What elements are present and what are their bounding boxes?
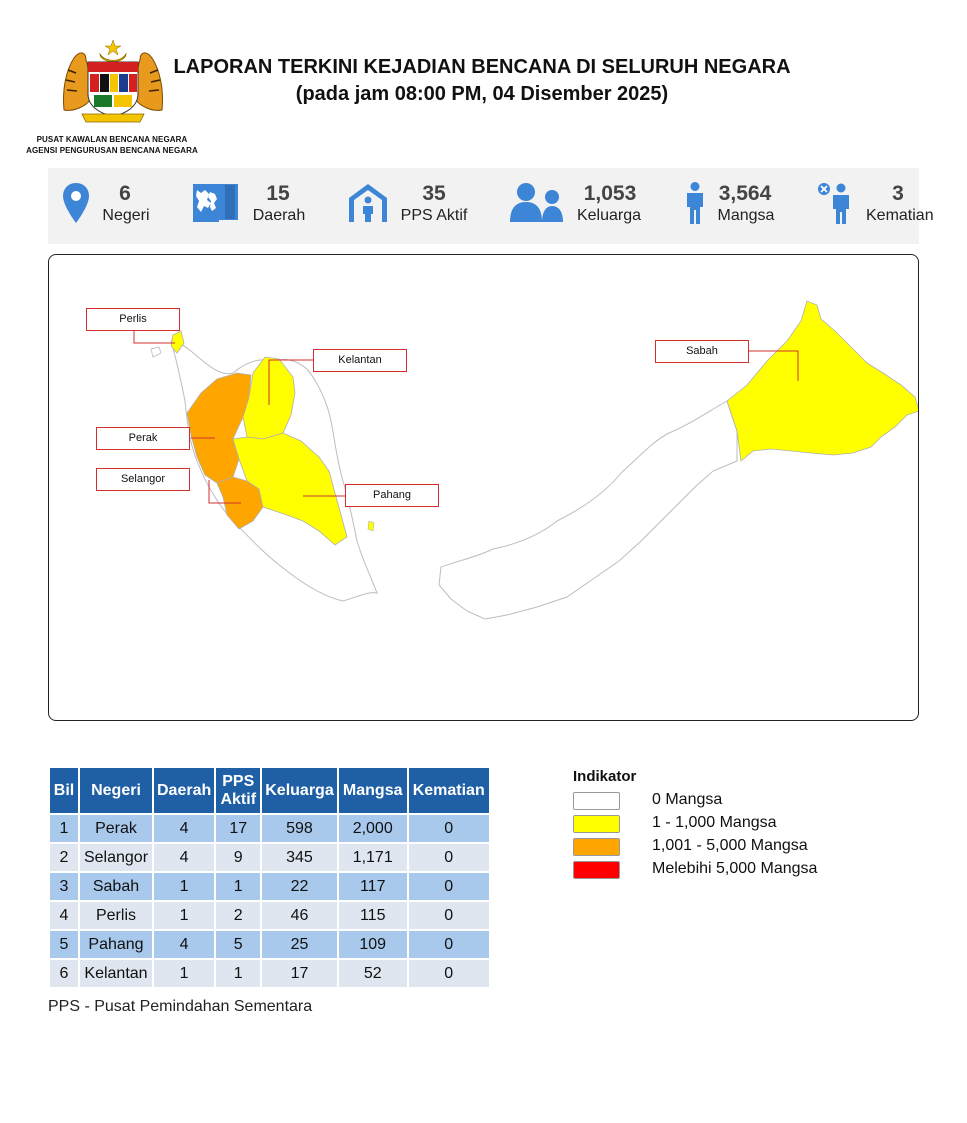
map-borneo-base xyxy=(439,401,737,619)
stat-negeri-value: 6 xyxy=(119,182,131,205)
column-header-kematian: Kematian xyxy=(409,768,489,813)
stat-keluarga-label: Keluarga xyxy=(576,207,642,224)
table-cell: 46 xyxy=(262,902,336,929)
column-header-keluarga: Keluarga xyxy=(262,768,336,813)
disaster-map xyxy=(48,254,919,721)
table-cell: 1 xyxy=(154,873,214,900)
stat-mangsa-label: Mangsa xyxy=(717,207,775,224)
table-header-row xyxy=(50,768,489,813)
callout-selangor: Selangor xyxy=(96,468,190,491)
table-cell: 0 xyxy=(409,873,489,900)
footnote: PPS - Pusat Pemindahan Sementara xyxy=(48,998,313,1015)
legend-label: 0 Mangsa xyxy=(652,791,723,808)
table-cell: 9 xyxy=(216,844,260,871)
table-cell: 0 xyxy=(409,815,489,842)
stat-pps-value: 35 xyxy=(422,182,446,205)
legend-swatch xyxy=(573,861,620,879)
table-cell: 4 xyxy=(154,815,214,842)
table-cell: 1 xyxy=(50,815,78,842)
agency-line-1: PUSAT KAWALAN BENCANA NEGARA xyxy=(36,135,188,144)
table-cell: 0 xyxy=(409,844,489,871)
table-cell: 109 xyxy=(339,931,407,958)
agency-line-2: AGENSI PENGURUSAN BENCANA NEGARA xyxy=(26,146,198,155)
table-cell: 1 xyxy=(216,873,260,900)
table-cell: 3 xyxy=(50,873,78,900)
legend-swatch xyxy=(573,792,620,810)
state-summary-table xyxy=(48,766,491,989)
column-header-daerah: Daerah xyxy=(154,768,214,813)
table-cell: 17 xyxy=(262,960,336,987)
table-cell: 0 xyxy=(409,960,489,987)
stat-mangsa-value: 3,564 xyxy=(718,182,772,205)
stat-keluarga-value: 1,053 xyxy=(583,182,637,205)
table-row xyxy=(50,873,489,900)
stat-kematian-value: 3 xyxy=(892,182,904,205)
map-pin-icon xyxy=(62,182,90,224)
report-title-line-1: LAPORAN TERKINI KEJADIAN BENCANA DI SELURUH NEGARA xyxy=(173,56,791,78)
table-cell: Perak xyxy=(80,815,152,842)
table-cell: 1 xyxy=(216,960,260,987)
callout-perak: Perak xyxy=(96,427,190,450)
legend-swatch xyxy=(573,815,620,833)
table-cell: Pahang xyxy=(80,931,152,958)
table-cell: 0 xyxy=(409,902,489,929)
table-row xyxy=(50,902,489,929)
table-row xyxy=(50,931,489,958)
column-header-pps-aktif: PPS Aktif xyxy=(216,768,260,813)
table-cell: 25 xyxy=(262,931,336,958)
callout-sabah: Sabah xyxy=(655,340,749,363)
table-row xyxy=(50,844,489,871)
stat-daerah-label: Daerah xyxy=(252,207,306,224)
table-cell: 6 xyxy=(50,960,78,987)
map-island-tioman xyxy=(368,521,374,531)
table-cell: Kelantan xyxy=(80,960,152,987)
table-cell: Selangor xyxy=(80,844,152,871)
table-cell: Sabah xyxy=(80,873,152,900)
table-cell: 4 xyxy=(154,844,214,871)
table-cell: 5 xyxy=(50,931,78,958)
table-cell: 1,171 xyxy=(339,844,407,871)
column-header-negeri: Negeri xyxy=(80,768,152,813)
table-cell: 0 xyxy=(409,931,489,958)
legend-label: 1 - 1,000 Mangsa xyxy=(652,814,777,831)
summary-stats-bar xyxy=(48,168,934,244)
legend-swatch xyxy=(573,838,620,856)
shelter-icon xyxy=(347,182,389,224)
table-cell: 117 xyxy=(339,873,407,900)
legend-title: Indikator xyxy=(573,768,637,785)
table-cell: Perlis xyxy=(80,902,152,929)
table-cell: 17 xyxy=(216,815,260,842)
table-cell: 2 xyxy=(216,902,260,929)
table-cell: 115 xyxy=(339,902,407,929)
column-header-bil: Bil xyxy=(50,768,78,813)
table-cell: 22 xyxy=(262,873,336,900)
person-icon xyxy=(684,182,706,224)
table-row xyxy=(50,960,489,987)
map-island-langkawi xyxy=(151,347,161,357)
agency-name xyxy=(20,134,204,156)
report-title-line-2: (pada jam 08:00 PM, 04 Disember 2025) xyxy=(295,83,669,105)
legend-label: Melebihi 5,000 Mangsa xyxy=(652,860,818,877)
person-death-icon xyxy=(817,182,853,224)
callout-perlis: Perlis xyxy=(86,308,180,331)
stat-negeri-label: Negeri xyxy=(102,207,150,224)
family-icon xyxy=(510,182,564,224)
stat-daerah-value: 15 xyxy=(266,182,290,205)
map-region-sabah xyxy=(727,301,918,461)
table-cell: 1 xyxy=(154,960,214,987)
table-cell: 4 xyxy=(50,902,78,929)
table-cell: 4 xyxy=(154,931,214,958)
table-cell: 345 xyxy=(262,844,336,871)
table-cell: 52 xyxy=(339,960,407,987)
table-cell: 5 xyxy=(216,931,260,958)
callout-pahang: Pahang xyxy=(345,484,439,507)
legend-label: 1,001 - 5,000 Mangsa xyxy=(652,837,808,854)
column-header-mangsa: Mangsa xyxy=(339,768,407,813)
report-title xyxy=(172,54,792,108)
coat-of-arms-icon xyxy=(60,40,166,126)
district-map-icon xyxy=(191,182,240,224)
table-cell: 1 xyxy=(154,902,214,929)
table-cell: 2,000 xyxy=(339,815,407,842)
stat-kematian-label: Kematian xyxy=(866,207,934,224)
stat-pps-label: PPS Aktif xyxy=(400,207,468,224)
table-row xyxy=(50,815,489,842)
callout-kelantan: Kelantan xyxy=(313,349,407,372)
table-cell: 598 xyxy=(262,815,336,842)
table-cell: 2 xyxy=(50,844,78,871)
